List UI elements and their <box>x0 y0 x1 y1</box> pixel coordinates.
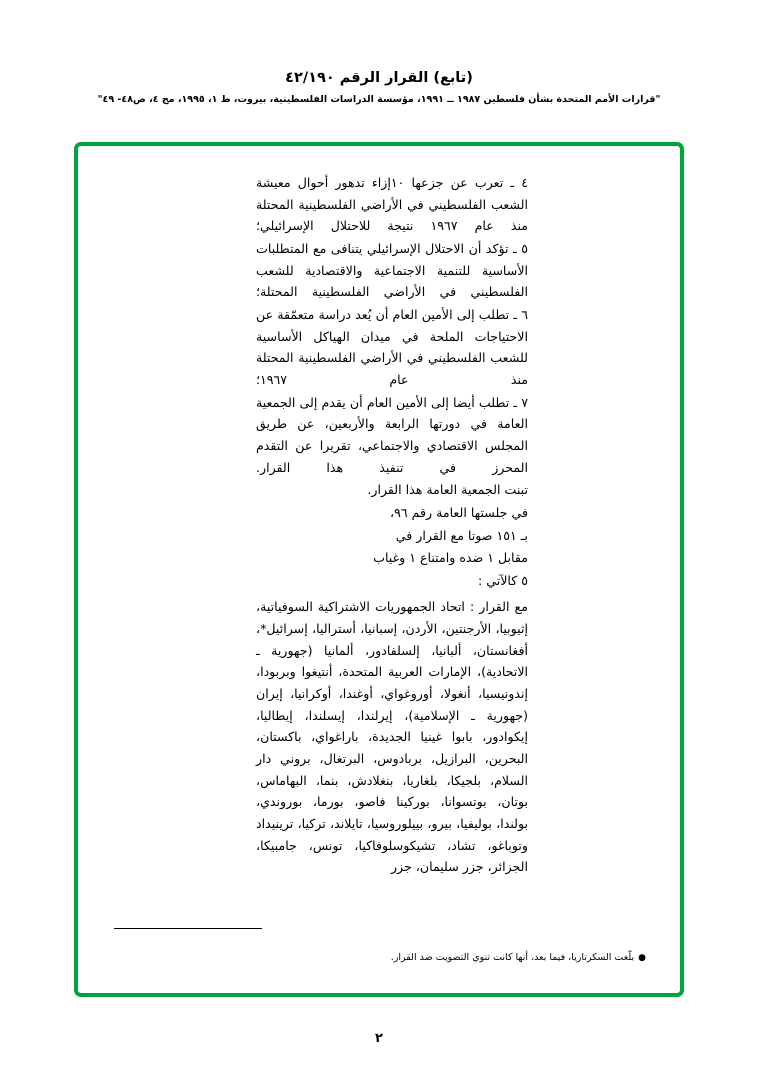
adoption-line: تبنت الجمعية العامة هذا القرار. <box>367 482 528 498</box>
adoption-line: في جلستها العامة رقم ٩٦، <box>389 504 528 520</box>
footnote-separator <box>114 928 262 929</box>
content-frame <box>74 142 684 997</box>
adoption-line: مقابل ١ ضده وامتناع ١ وغياب <box>373 550 528 566</box>
clause-paragraph: ٤ ـ تعرب عن جزعها ١٠إزاء تدهور أحوال معيشة الشعب الفلسطيني في الأراضي الفلسطينية المحتلة منذ عام ١٩٦٧ نتيجة للاحتلال الإسرائيلي؛ <box>256 175 529 234</box>
document-header <box>0 0 758 105</box>
adoption-line: بـ ١٥١ صوتا مع القرار في <box>395 527 528 543</box>
clause-paragraph: ٧ ـ تطلب أيضا إلى الأمين العام أن يقدم إلى الجمعية العامة في دورتها الرابعة والأربعين، عن طريق المجلس الاقتصادي والاجتماعي، تقريرا عن التقدم المحرز في تنفيذ هذا القرار. <box>256 394 528 475</box>
adoption-line: ٥ كالآتي : <box>477 572 528 588</box>
vote-in-favour-countries: اتحاد الجمهوريات الاشتراكية السوفياتية، إثيوبيا، الأرجنتين، الأردن، إسبانيا، أستراليا، إسرائيل*، أفغانستان، ألبانيا، إلسلفادور، ألمانيا (جهورية ـ الاتحادية)، الإمارات العربية المتحدة، أنتيغوا وبربودا، إندونيسيا، أنغولا، أوروغواي، أوغندا، أوكرانيا، إيران (جهورية ـ الإسلامية)، إيرلندا، إيسلندا، إيطاليا، إيكوادور، بابوا غينيا الجديدة، باراغواي، باكستان، البحرين، البرازيل، بربادوس، البرتغال، بروني دار السلام، بلجيكا، بلغاريا، بنغلادش، بنما، البهاماس، بوتان، بوتسوانا، بوركينا فاصو، بورما، بوروندي، بولندا، بوليفيا، بيرو، بييلوروسيا، تايلاند، تركيا، ترينيداد وتوباغو، تشاد، تشيكوسلوفاكيا، تونس، جامبيكا، الجزائر، جزر سليمان، جزر <box>256 599 528 875</box>
footnote <box>112 950 646 965</box>
adoption-block <box>256 479 528 591</box>
page-title: (تابع) القرار الرقم ٤٢/١٩٠ <box>285 70 473 86</box>
page-number: ٢ <box>375 1031 383 1046</box>
vote-in-favour-label: مع القرار : <box>469 599 528 615</box>
clause-paragraph: ٦ ـ تطلب إلى الأمين العام أن يُعد دراسة متعمّقة عن الاحتياجات الملحة في ميدان الهياكل الأساسية للشعب الفلسطيني في الأراضي الفلسطينية المحتلة منذ عام ١٩٦٧؛ <box>256 306 528 387</box>
footnote-text: بلّغت السكرتاريا، فيما بعد، أنها كانت تنوي التصويت ضد القرار. <box>390 951 635 963</box>
footnote-marker-icon: ● <box>638 952 646 963</box>
text-column <box>256 172 528 878</box>
clause-paragraph: ٥ ـ تؤكد أن الاحتلال الإسرائيلي يتنافى مع المتطلبات الأساسية للتنمية الاجتماعية والاقتصادية للشعب الفلسطيني في الأراضي الفلسطينية المحتلة؛ <box>256 240 528 300</box>
content-frame-inner <box>78 146 680 993</box>
source-citation: "قرارات الأمم المتحدة بشأن فلسطين ١٩٨٧ ــ ١٩٩١، مؤسسة الدراسات الفلسطينية، بيروت، ط ١، ١٩٩٥، مج ٤، ص٤٨- ٤٩" <box>97 94 661 105</box>
vote-in-favour-list <box>256 596 528 878</box>
